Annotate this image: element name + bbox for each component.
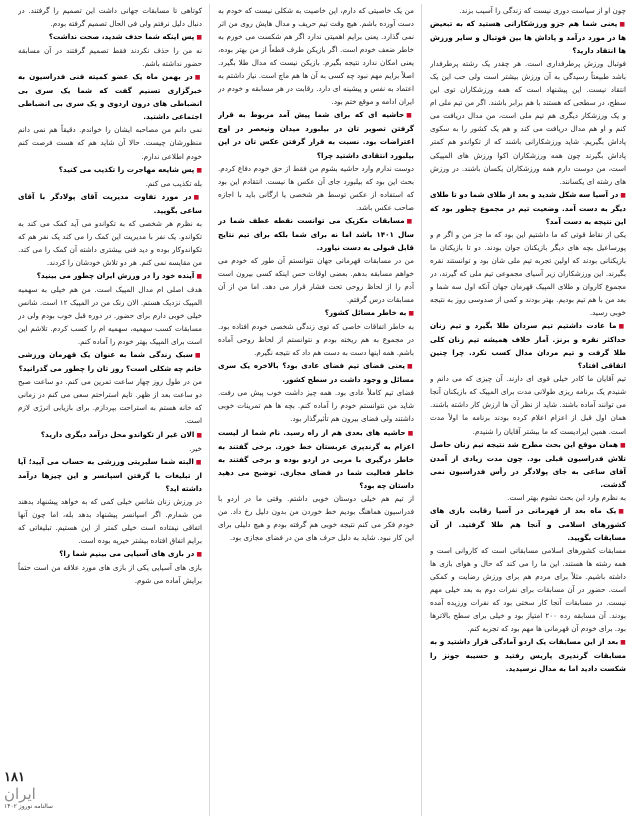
interview-question: ■ ما عادت داشتیم تیم سردان طلا بگیرد و تیم زنان حداکثر نقره و برنز. آمار خلاف همیشه تیم زنان کلی طلا گرفت و تیم مردان مدال کسب نکرد. چرا چنین اتفاقی افتاد؟	[430, 319, 626, 372]
answer-paragraph: یکی از نقاط قوتی که ما داشتیم این بود که ما جز من و اگر م و پورساعیل بچه های دیگر بازیکنان جوان بودند. دو تا بازیکنان ما بازیکنانی بودند که اولین تجربه تیم ملی شان بود و توانستند نقره بگیرند. این ورزشکاران زیر آسیای مجموعی تیم ملی که گیرند، در مجموع کاروان و طلای المپیک قهرمان جهان آنکه اول سه شما و بعد من با هم تیم بودیم. بهتر بودند و کمی از صدوسی روز به نتیجه خوبی رسید.	[430, 229, 626, 318]
interview-question: ■ پس شایعه مهاجرت را تکذیب می کنید؟	[18, 163, 202, 177]
page-footer	[4, 770, 64, 814]
answer-paragraph: من در مسابقات قهرمانی جهان نتوانستم آن طور که خودم می خواهم مسابقه بدهم. بعضی اوقات حس اینکه کسی بیرون است آدم را از لحاظ روحی تحت فشار قرار می دهد. اما من از آن مسابقات درس گرفتم.	[218, 255, 414, 305]
answer-paragraph: من یک خاصیتی که دارم، این خاصیت به شکلی نیست که خودم به دست آورده باشم. هیچ وقت تیم حریف و مدال هایش روی من اثر نمی گذارد. یعنی برایم اهمیتی ندارد اگر هم شکست می خورم به خاطر ضعف خودم است. اگر بازیکن طرف قطعاً از من بهتر بوده، یعنی امکان ندارد نتیجه بگیرم. بازیکن نیست که مدال طلا بگیرد. اصلاً برایم مهم نبود چه کسی به آن ها هم ماچ است. نیاز داشتم به اعتماد به نفس و پیشینه ای دارد. رقابت در هر مسابقه و خودم در ایران ادامه و موقع ختم بود.	[218, 6, 414, 107]
edition-label: سالنامه نوروز ۱۴۰۲	[4, 803, 53, 810]
answer-paragraph: من در طول روز چهار ساعت تمرین می کنم. دو ساعت صبح دو ساعت بعد از ظهر. تایم استراحتم سعی می کنم در زمانی که خانه هستم به استراحت بپردازم. برای بازیابی انرژی لازم است.	[18, 377, 202, 426]
column-divider	[209, 4, 210, 816]
magazine-page	[4, 4, 626, 816]
answer-paragraph: دوست ندارم وارد حاشیه بشوم من فقط از حق خودم دفاع کردم. بحث این بود که بیلبورد جای آن عکس ها نیست. انتقادم این بود که استفاده از عکس توسط هر شخصی یا ارگانی باید با اجازه صاحب عکس باشد.	[218, 163, 414, 212]
interview-question: ■ یعنی فضای تیم فضای عادی بود؟ بالاخره یک سری مسائل و وجود داشت در سطح کشور.	[218, 359, 414, 386]
interview-question: ■ یعنی شما هم جزو ورزشکارانی هستید که به تبعیض ها در مورد درآمد و پاداش ها بین فوتبال و سایر ورزش ها انتقاد دارید؟	[430, 17, 626, 57]
answer-paragraph: کوتاهی تا مسابقات جهانی داشت این تصمیم را گرفتند. در دنبال دلیل نرفتم ولی فی الحال تصمیم گرفته بودم.	[18, 6, 202, 29]
interview-question: ■ به خاطر مسائل کشور؟	[218, 306, 414, 320]
answer-paragraph: به نظرم وارد این بحث نشوم بهتر است.	[507, 492, 626, 502]
interview-question: ■ یک ماه بعد از قهرمانی در آسیا رقابت بازی های کشورهای اسلامی و آنجا هم طلا گرفتید. از آن مسابقات بگویید.	[430, 504, 626, 544]
article-column-left	[18, 4, 202, 768]
interview-question: ■ آینده خود را در ورزش ایران چطور می بینید؟	[18, 269, 202, 283]
article-column-right	[430, 4, 626, 816]
answer-paragraph: به خاطر اتفاقات خاصی که توی زندگی شخصی خودم افتاده بود. در مجموع به هم ریخته بودم و نتوانستم از لحاظ روحی آماده باشم. همه اینها دست به دست هم داد که نتیجه نگیرم.	[218, 322, 414, 358]
answer-paragraph: فضای تیم کاملاً عادی بود. همه چیز داشت خوب پیش می رفت. شاید من نتوانستم خودم را آماده کنم. بچه ها هم تمرینات خوبی داشتند ولی فضای بیرون هم تأثیرگذار بود.	[218, 388, 414, 424]
answer-paragraph: خیر.	[189, 443, 202, 453]
interview-question: ■ همان موقع این بحث مطرح شد نتیجه تیم زنان حاصل تلاش فدراسیون قبلی بود. چون مدت زیادی از آمدن آقای ساعی به جای پولادگر در رأس فدراسیون نمی گذشت.	[430, 438, 626, 491]
column-divider	[421, 4, 422, 816]
interview-question: ■ در آسیا سه شکل شدید و بعد از طلای شما دو تا طلای دیگر به دست آمد. وضعیت تیم در مجموع چطور بود که این نتیجه به دست آمد؟	[430, 188, 626, 228]
interview-question: ■ سبک زندگی شما به عنوان یک قهرمان ورزشی خانم چه شکلی است؟ روز تان را چطور می گذرانید؟	[18, 348, 202, 375]
answer-paragraph: مسابقات کشورهای اسلامی مسابقاتی است که کاروانی است و همه رشته ها هستند. این ما را می کند که حال و هوای بازی ها داشته باشیم. مثلاً برای مردم هم برای ورزش رضایت و کمکی است. حضور در آن مسابقات برای نفرات دوم به بعد خیلی مهم نیست. در مسابقات آنجا کار سختی بود که نفرات ورزیده آمده بودند. آن مسابقه رده ۲۰۰ امتیاز بود و خیلی برای سطح بالاترها بود. برای خودم آن قهرمانی ها مهم بود که تجربه کنم.	[430, 545, 626, 634]
interview-question: ■ بعد از این مسابقات یک اردو آمادگی قرار داشتید و به مسابقات گرندپری پاریس رفتید و حسیبه جونز را شکست دادید اما به مدال نرسیدید.	[430, 635, 626, 675]
magazine-logo: ایران	[4, 785, 36, 803]
answer-paragraph: فوتبال ورزش پرطرفداری است. هر چقدر یک رشته پرطرفدار باشد طبیعتاً رسیدگی به آن ورزش بیشتر است ولی حب این یک انتقاد نیست. این پیشنهاد است که همه ورزشکاران توی این سطح، در سطحی که هستند با هم برابر باشند. اگر من تیم ملی ام و یک ورزشکار دیگری هم تیم ملی است، من مدال دریافت می کنم و او هم مدال دریافت می کند و هم یک کشور را به سکوی پاداش بگیریم. شاید ورزشکارانی باشند که از تکواندو هم کمتر پاداش بگیرند چون همه ورزشکاران اکوا ورزش های المپیکی است، من دوست دارم همه ورزشکاران یکسان باشند. در ورزش های رشته ای یکسانند.	[430, 59, 626, 186]
page-number: ۱۸۱	[4, 770, 25, 785]
interview-question: ■ در مورد تفاوت مدیریت آقای پولادگر با آقای ساعی بگویید.	[18, 190, 202, 217]
answer-paragraph: در ورزش زنان شانس خیلی کمی که به خواهد پیشنهاد بدهند من شمارم. اگر اسپانسر پیشنهاد بدهد بله، اما چون آنها اتفاقی نیفتاده است خیلی کمتر از این هستیم. تبلیغاتی که برایم اتفاق افتاده بیشتر خیریه بوده است.	[18, 496, 202, 545]
answer-paragraph: از تیم هم خیلی دوستان خوبی داشتم. وقتی ما در اردو با فدراسیون هماهنگ بودیم خط خوردن من بدون دلیل رخ داد. من خودم فکر می کنم نتیجه خوبی هم گرفته بودم و هیچ دلیلی برای این کار نبود. شاید به دلیل حرف های من در فضای مجازی بود.	[218, 493, 414, 542]
article-column-middle	[218, 4, 414, 816]
answer-paragraph: چون او از سیاست دوری نیست که زندگی را آسیب بزند.	[459, 6, 626, 15]
interview-question: ■ حاشیه ای که برای شما پیش آمد مربوط به قرار گرفتن تصویر تان در بیلبورد میدان ونیعصر در اوج اعتراضات بود. نسبت به قرار گرفتن عکس تان در این بیلبورد انتقادی داشتید چرا؟	[218, 108, 414, 161]
answer-paragraph: بله تکذیب می کنم.	[145, 178, 202, 188]
interview-question: ■ در بهمن ماه یک عضو کمیته فنی فدراسیون به خبرگزاری تسنیم گفت که شما یک سری بی انضباطی های درون اردوی و یک سری بی انضباطی اجتماعی داشتید.	[18, 70, 202, 123]
answer-paragraph: تیم آقایان ما کادر خیلی قوی ای دارند. آن چیزی که می دانم و شنیدم یک برنامه ریزی طولانی مدت برای المپیک که بازیکنان آنجا می توانند آماده باشند. شاید از نظر آن ها ارزش کار داشته باشند. همان اول قبل از اعزام اعلام کرده بودند برنامه ما اولاً مدت است. همین ایرادیست که ما بیشتر آقایان را شنیدم.	[430, 374, 626, 436]
interview-question: ■ البته شما سلبریتی ورزشی به حساب می آیید؛ آیا از تبلیغات با گرفتن اسپانسر و این چیزها درآمد داشته اید؟	[18, 455, 202, 495]
answer-paragraph: نمی دانم من مصاحبه ایشان را خواندم. دقیقاً هم نمی دانم منظورشان چیست. حالا آن شاید هم که هست فرصت کنم خودم اطلاعی ندارم.	[18, 125, 202, 161]
answer-paragraph: نه من را حذف نکردند فقط تصمیم گرفتند در آن مسابقه حضور نداشته باشم.	[18, 46, 202, 69]
answer-paragraph: هدف اصلی ام مدال المپیک است. من هم خیلی به سهمیه المپیک نزدیک هستم. الان رنک من در المپیک ۱۲ است. شانس خیلی خوبی دارم برای حضور. در دوره قبل خوب بودم ولی در مسابقات کسب سهمیه، سهمیه ام را کسب کردم. تلاشم این است برای المپیک بهتر خودم را آماده کنم.	[18, 284, 202, 347]
interview-question: ■ حاشیه های بعدی هم از راه رسید. نام شما از لیست اعزام به گرندپری عربستان خط خورد. برخی گفتند به خاطر درگیری با مربی در اردو بوده و برخی گفتند به خاطر فعالیت شما در فضای مجازی. توضیح می دهید داستان چه بود؟	[218, 426, 414, 492]
answer-paragraph: به نظرم هر شخصی که به تکواندو می آید کمک می کند به تکواندو. یک نفر با مدیریت این کمک را می کند یک نفر هم که تکواندوکار بوده و دید فنی بیشتری داشته آن کمک را می کند. من مقایسه نمی کنم. هر دو تلاش خودشان را کردند.	[18, 218, 202, 267]
interview-question: ■ مسابقات مکزیک می توانست نقطه عطف شما در سال ۱۴۰۱ باشد اما نه برای شما بلکه برای تیم نتایج قابل قبولی به دست نیاورد.	[218, 214, 414, 254]
interview-question: ■ پس اینکه شما حذف شدید، صحت نداشت؟	[18, 30, 202, 44]
interview-question: ■ الان غیر از تکواندو محل درآمد دیگری دارید؟	[18, 428, 202, 442]
interview-question: ■ در بازی های آسیایی می بینیم شما را؟	[18, 547, 202, 561]
answer-paragraph: بازی های آسیایی یکی از بازی های مورد علاقه من است حتماً برایش آماده می شوم.	[18, 562, 202, 586]
